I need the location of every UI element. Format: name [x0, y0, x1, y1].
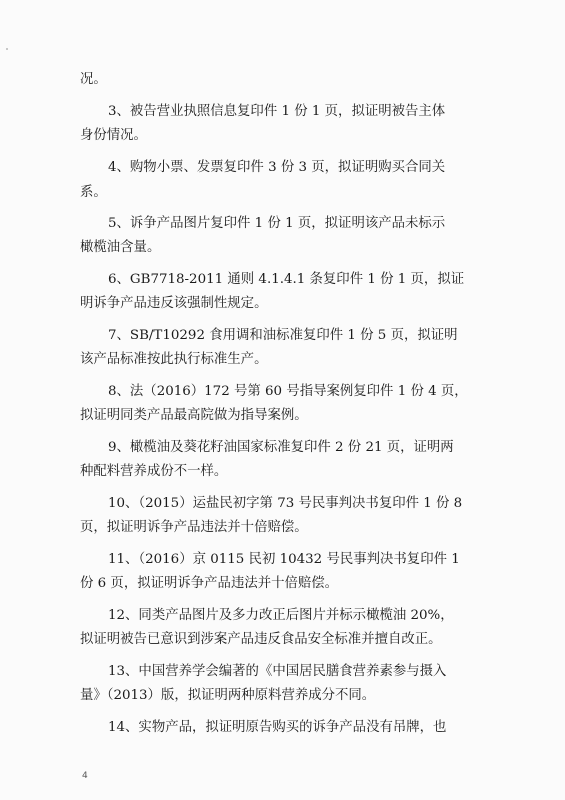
text-line: 系。: [80, 185, 107, 200]
text-line: 5、诉争产品图片复印件 1 份 1 页，拟证明该产品未标示: [108, 216, 446, 231]
text-line: 12、同类产品图片及多力改正后图片并标示橄榄油 20%，: [108, 608, 454, 623]
text-line: 11、（2016）京 0115 民初 10432 号民事判决书复印件 1: [108, 552, 460, 567]
text-line: 该产品标准按此执行标准生产。: [80, 352, 268, 367]
text-line: 量》（2013）版，拟证明两种原料营养成分不同。: [80, 688, 376, 703]
text-line: 身份情况。: [80, 128, 147, 143]
text-line: 6、GB7718-2011 通则 4.1.4.1 条复印件 1 份 1 页，拟证: [108, 272, 465, 287]
text-line: 页，拟证明诉争产品违法并十倍赔偿。: [80, 520, 308, 535]
text-line: 10、（2015）运盐民初字第 73 号民事判决书复印件 1 份 8: [108, 496, 463, 511]
text-line: 14、实物产品，拟证明原告购买的诉争产品没有吊牌，也: [108, 720, 447, 735]
text-line: 明诉争产品违反该强制性规定。: [80, 296, 268, 311]
text-line: 拟证明被告已意识到涉案产品违反食品安全标准并擅自改正。: [80, 632, 442, 647]
text-line: 13、中国营养学会编著的《中国居民膳食营养素参与摄入: [108, 664, 447, 679]
text-line: 拟证明同类产品最高院做为指导案例。: [80, 408, 308, 423]
text-line: 种配料营养成份不一样。: [80, 464, 228, 479]
text-line: 份 6 页，拟证明诉争产品违法并十倍赔偿。: [80, 576, 339, 591]
text-line: 8、法（2016）172 号第 60 号指导案例复印件 1 份 4 页，: [108, 384, 468, 399]
text-line: 7、SB/T10292 食用调和油标准复印件 1 份 5 页，拟证明: [108, 328, 458, 343]
text-line: 9、橄榄油及葵花籽油国家标准复印件 2 份 21 页，证明两: [108, 440, 454, 455]
text-line: 况。: [80, 72, 107, 87]
text-line: 3、被告营业执照信息复印件 1 份 1 页，拟证明被告主体: [108, 104, 446, 119]
scan-dot: [6, 48, 8, 50]
text-line: 橄榄油含量。: [80, 240, 161, 255]
page-number: 4: [82, 771, 88, 781]
text-line: 4、购物小票、发票复印件 3 份 3 页，拟证明购买合同关: [108, 160, 446, 175]
